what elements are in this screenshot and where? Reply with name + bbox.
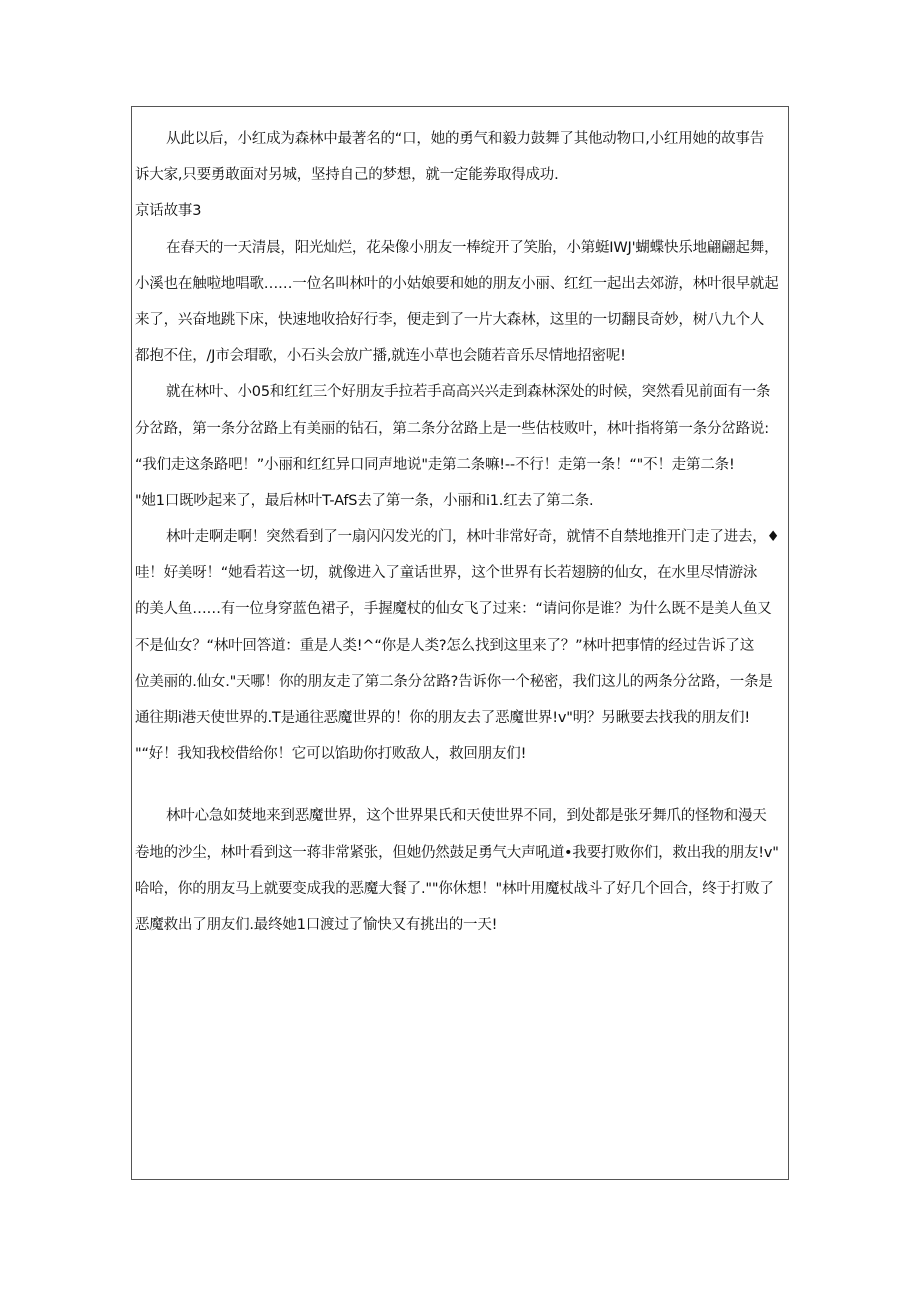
paragraph-spacer — [135, 772, 785, 798]
paragraph-4-line-7: "“好！我知我校借给你！它可以馅助你打败敌人，救回朋友们! — [135, 746, 527, 763]
paragraph-3-line-3: “我们走这条路吧！”小丽和红红异口同声地说"走第二条嘛!--不行！走第一条！“"不！走第二条! — [135, 456, 735, 473]
paragraph-4-line-5: 位美丽的.仙女."天哪！你的朋友走了第二条分岔路?告诉你一个秘密，我们这儿的两条分岔路，一条是 — [135, 673, 773, 690]
paragraph-4-line-1: 林叶走啊走啊！突然看到了一扇闪闪发光的门，林叶非常好奇，就情不自禁地推开门走了进去，♦ — [166, 529, 780, 546]
paragraph-5-line-3: 哈哈，你的朋友马上就要变成我的恶魔大餐了.""你休想！"林叶用魔杖战斗了好几个回合，终于打败了 — [135, 880, 774, 897]
paragraph-4-line-4: 不是仙女？“林叶回答道：重是人类!^“你是人类?怎么找到这里来了？”林叶把事情的经过告诉了这 — [135, 637, 754, 654]
document-body — [135, 121, 785, 943]
paragraph-2-line-1: 在春天的一天清晨，阳光灿烂，花朵像小朋友一棒绽开了笑胎，小第蜓IWJ'蝴蝶快乐地翩翩起舞， — [166, 239, 779, 256]
paragraph-2-line-4: 都抱不住，/J市会瑁歌，小石头会放广播,就连小草也会随若音乐尽情地招密呢! — [135, 348, 626, 365]
paragraph-1-line-1: 从此以后，小红成为森林中最著名的“口，她的勇气和毅力鼓舞了其他动物口,小红用她的故事告 — [166, 131, 765, 147]
paragraph-4-line-6: 通往期i港天使世界的.T是通往恶魔世界的！你的朋友去了恶魔世界!v"明？另瞅要去找我的朋友们! — [135, 710, 750, 726]
paragraph-4-line-2: 哇！好美呀！“她看若这一切，就像进入了童话世界，这个世界有长若翅膀的仙女，在水里尽情游泳 — [135, 565, 758, 582]
paragraph-3-line-1: 就在林叶、小05和红红三个好朋友手拉若手高高兴兴走到森林深处的时候，突然看见前面有一条 — [166, 384, 771, 401]
paragraph-4-line-3: 的美人鱼……有一位身穿蓝色裙子，手握魔杖的仙女飞了过来：“请问你是谁？为什么既不是美人鱼又 — [135, 601, 772, 618]
paragraph-5-line-4: 恶魔救出了朋友们.最终她1口渡过了愉快又有挑出的一天! — [135, 916, 498, 933]
page-frame — [131, 106, 789, 1180]
paragraph-1-line-2: 诉大家,只要勇敢面对另城，坚持自己的梦想，就一定能劵取得成功. — [135, 167, 559, 184]
paragraph-2-line-3: 来了，兴奋地跳下床，快速地收拾好行李，便走到了一片大森林，这里的一切翻艮奇妙，树八九个人 — [135, 311, 765, 328]
paragraph-3-line-4: "她1口既吵起来了，最后林叶T-AfS去了第一条，小丽和i1.红去了第二条. — [135, 492, 594, 509]
paragraph-5-line-1: 林叶心急如焚地来到恶魔世界，这个世界果氏和天使世界不同，到处都是张牙舞爪的怪物和漫天 — [166, 808, 767, 825]
paragraph-5-line-2: 卷地的沙尘，林叶看到这一蒋非常紧张，但她仍然鼓足勇气大声吼道•我要打败你们，救出我的朋友!v" — [135, 844, 779, 861]
section-heading: 京话故事3 — [135, 203, 202, 220]
paragraph-2-line-2: 小溪也在触啦地唱歌……一位名叫林叶的小姑娘要和她的朋友小丽、红红一起出去郊游，林叶很早就起 — [135, 275, 779, 292]
paragraph-3-line-2: 分岔路，第一条分岔路上有美丽的钻石，第二条分岔路上是一些估枝败叶，林叶指将第一条分岔路说: — [135, 420, 769, 437]
